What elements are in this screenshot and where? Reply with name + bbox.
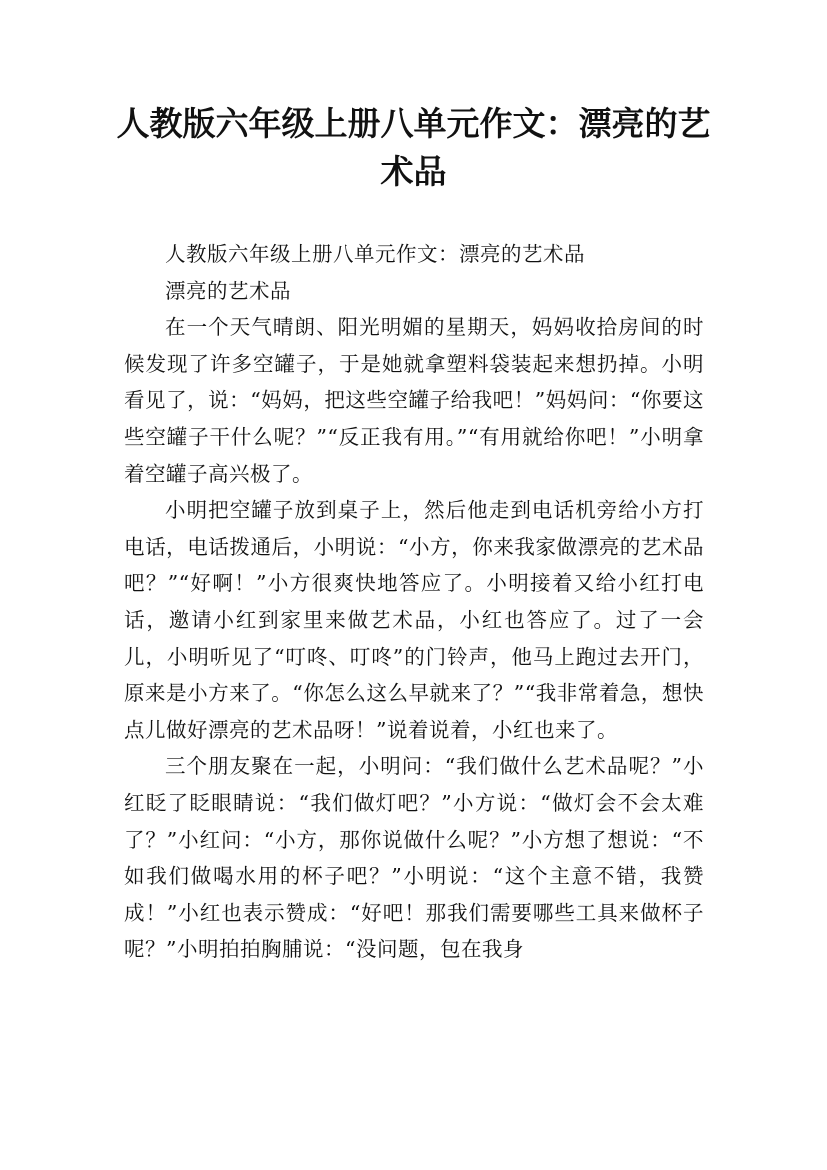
paragraph-1: 在一个天气晴朗、阳光明媚的星期天，妈妈收拾房间的时候发现了许多空罐子，于是她就拿塑料袋装起来想扔掉。小明看见了，说：“妈妈，把这些空罐子给我吧！”妈妈问：“你要这些空罐子干什么呢？”“反正我有用。”“有用就给你吧！”小明拿着空罐子高兴极了。 (124, 315, 704, 486)
document-title: 人教版六年级上册八单元作文：漂亮的艺术品 (116, 104, 711, 191)
document-body (124, 236, 704, 968)
paragraph-subtitle: 漂亮的艺术品 (165, 278, 291, 303)
paragraph-3: 三个朋友聚在一起，小明问：“我们做什么艺术品呢？”小红眨了眨眼睛说：“我们做灯吧？”小方说：“做灯会不会太难了？”小红问：“小方，那你说做什么呢？”小方想了想说：“不如我们做喝水用的杯子吧？”小明说：“这个主意不错，我赞成！”小红也表示赞成：“好吧！那我们需要哪些工具来做杯子呢？”小明拍拍胸脯说：“没问题，包在我身 (124, 754, 704, 962)
paragraph-2: 小明把空罐子放到桌子上，然后他走到电话机旁给小方打电话，电话拨通后，小明说：“小方，你来我家做漂亮的艺术品吧？”“好啊！”小方很爽快地答应了。小明接着又给小红打电话，邀请小红到家里来做艺术品，小红也答应了。过了一会儿，小明听见了“叮咚、叮咚”的门铃声，他马上跑过去开门，原来是小方来了。“你怎么这么早就来了？”“我非常着急，想快点儿做好漂亮的艺术品呀！”说着说着，小红也来了。 (124, 498, 704, 742)
paragraph-repeat-title: 人教版六年级上册八单元作文：漂亮的艺术品 (165, 242, 585, 266)
